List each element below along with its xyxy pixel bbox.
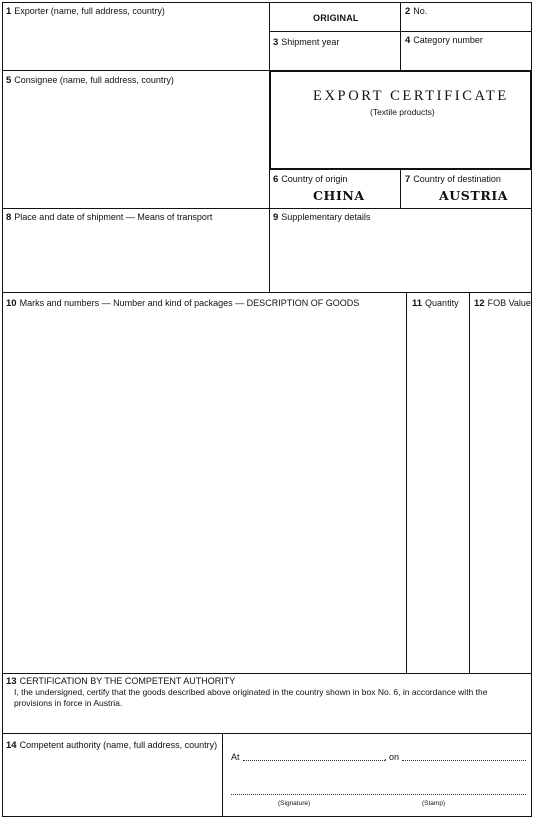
box5-label [6, 75, 174, 86]
box7-label [405, 174, 501, 185]
divider-row7 [2, 733, 532, 734]
divider-box6-7 [400, 170, 401, 208]
box1-text: Exporter (name, full address, country) [14, 6, 165, 16]
border-left [2, 2, 3, 817]
certificate-title-box [269, 70, 532, 170]
box5-text: Consignee (name, full address, country) [14, 75, 174, 85]
box6-label [273, 174, 347, 185]
box3-number: 3 [273, 37, 279, 48]
box13-label [6, 676, 235, 687]
box12-label [474, 298, 531, 309]
divider-row4 [2, 208, 532, 209]
certificate-subtitle: (Textile products) [370, 107, 435, 117]
box1-label [6, 6, 165, 17]
signature-caption: (Signature) [278, 800, 311, 807]
at-label: At [231, 752, 240, 762]
box13-text: CERTIFICATION BY THE COMPETENT AUTHORITY [19, 676, 236, 686]
box7-number: 7 [405, 174, 411, 185]
country-of-origin-value: CHINA [313, 188, 365, 203]
box6-number: 6 [273, 174, 279, 185]
box4-label [405, 35, 483, 46]
divider-box14 [222, 733, 223, 817]
box10-label [6, 298, 359, 309]
box3-label [273, 37, 339, 48]
place-field[interactable] [243, 760, 385, 761]
country-of-destination-value: AUSTRIA [439, 188, 509, 203]
original-stamp: ORIGINAL [313, 13, 359, 23]
box2-text: No. [413, 6, 428, 16]
divider-box11-12 [469, 292, 470, 673]
box9-label [273, 212, 370, 223]
box3-text: Shipment year [281, 37, 340, 47]
box6-text: Country of origin [281, 174, 348, 184]
signature-stamp-line[interactable] [231, 794, 526, 795]
box12-text: FOB Value [487, 298, 531, 308]
box9-text: Supplementary details [281, 212, 371, 222]
export-certificate-form [2, 2, 532, 817]
box9-number: 9 [273, 212, 279, 223]
box11-text: Quantity [425, 298, 459, 308]
box14-label [6, 740, 217, 751]
box4-number: 4 [405, 35, 411, 46]
box14-number: 14 [6, 740, 17, 751]
divider-orig-row [269, 31, 532, 32]
box4-text: Category number [413, 35, 483, 45]
certificate-title: EXPORT CERTIFICATE [313, 88, 509, 104]
certification-statement: I, the undersigned, certify that the goods described above originated in the country shown in box No. 6, in accordance with the provisions in force in Austria. [14, 687, 488, 708]
box14-text: Competent authority (name, full address, country) [19, 740, 218, 750]
border-bottom [2, 816, 532, 817]
box11-label [412, 298, 459, 309]
box2-label [405, 6, 427, 17]
box8-text: Place and date of shipment — Means of transport [14, 212, 213, 222]
box13-number: 13 [6, 676, 17, 687]
divider-box10-11 [406, 292, 407, 673]
box8-label [6, 212, 212, 223]
box1-number: 1 [6, 6, 12, 17]
divider-row5 [2, 292, 532, 293]
box5-number: 5 [6, 75, 12, 86]
box8-number: 8 [6, 212, 12, 223]
divider-row6 [2, 673, 532, 674]
box10-number: 10 [6, 298, 17, 309]
box12-number: 12 [474, 298, 485, 309]
box7-text: Country of destination [413, 174, 501, 184]
divider-box2-4 [400, 2, 401, 70]
border-top [2, 2, 532, 3]
stamp-caption: (Stamp) [422, 800, 446, 807]
on-label: , on [384, 752, 400, 762]
box10-text: Marks and numbers — Number and kind of packages — DESCRIPTION OF GOODS [19, 298, 360, 308]
box11-number: 11 [412, 298, 423, 309]
date-field[interactable] [402, 760, 526, 761]
box2-number: 2 [405, 6, 411, 17]
